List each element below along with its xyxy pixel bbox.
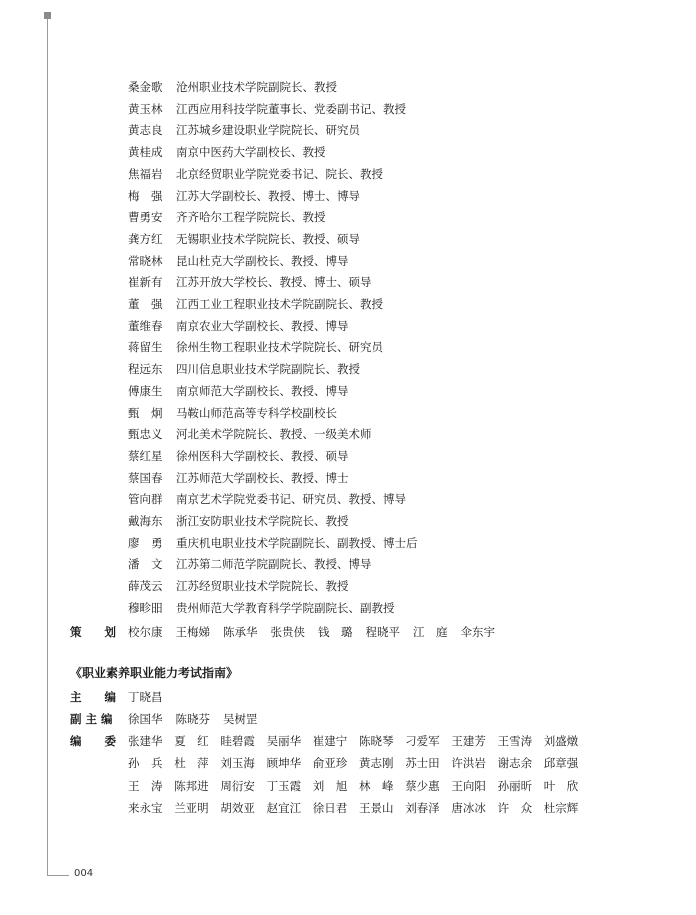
person-name: 王向阳: [451, 778, 486, 793]
member-row: [128, 272, 372, 292]
member-position: 河北美术学院院长、教授、一级美术师: [176, 427, 372, 442]
person-name: 谢志余: [497, 756, 533, 771]
person-name: 孙丽昕: [497, 778, 533, 793]
member-name: 常晓林: [128, 253, 163, 268]
person-name: 许 众: [497, 800, 533, 815]
member-row: [128, 468, 349, 488]
person-name: 崔建宁: [312, 734, 348, 748]
person-name: 刘春泽: [405, 800, 440, 815]
member-position: 江苏第二师范学院副院长、教授、博导: [176, 557, 372, 572]
member-row: [128, 77, 337, 97]
chief-editor-label: 主 编: [70, 690, 116, 704]
member-name: 黄志良: [128, 123, 163, 138]
member-row: [128, 337, 383, 357]
member-row: [128, 598, 395, 618]
member-name: 黄玉林: [128, 101, 163, 116]
member-row: [128, 554, 372, 574]
person-name: 苏士田: [405, 756, 440, 771]
member-name: 蒋留生: [128, 340, 163, 355]
member-row: [128, 489, 406, 509]
member-name: 傅康生: [128, 383, 163, 398]
member-row: [128, 186, 360, 206]
person-name: 胡效亚: [220, 800, 255, 815]
person-name: 江 庭: [413, 625, 448, 639]
person-name: 陈承华: [223, 625, 258, 639]
person-name: 王雪涛: [497, 734, 533, 748]
person-name: 陈晓芬: [175, 712, 210, 726]
member-name: 焦福岩: [128, 166, 163, 181]
member-position: 沧州职业技术学院副院长、教授: [176, 80, 337, 94]
member-position: 贵州师范大学教育科学学院副院长、副教授: [176, 600, 395, 615]
planning-names: [128, 622, 508, 642]
person-name: 许洪岩: [451, 756, 486, 771]
member-row: [128, 99, 406, 119]
member-name: 蔡国春: [128, 470, 163, 485]
member-position: 四川信息职业技术学院副院长、教授: [176, 362, 360, 377]
person-name: 陈晓琴: [359, 734, 394, 748]
margin-rule-vertical: [47, 18, 48, 876]
margin-rule-horizontal: [47, 875, 69, 876]
person-name: 赵宜江: [266, 800, 302, 815]
person-name: 孙 兵: [128, 756, 163, 771]
person-name: 周衍安: [220, 778, 255, 793]
person-name: 徐日君: [312, 800, 348, 815]
member-name: 甄 炯: [128, 405, 163, 420]
member-name: 戴海东: [128, 514, 163, 528]
person-name: 刘 旭: [312, 778, 348, 793]
member-position: 江苏开放大学校长、教授、博士、硕导: [176, 275, 372, 290]
member-position: 马鞍山师范高等专科学校副校长: [176, 405, 337, 420]
book-title: 《职业素养职业能力考试指南》: [70, 666, 239, 680]
person-name: 吴丽华: [266, 734, 302, 748]
member-row: [128, 511, 349, 531]
member-position: 重庆机电职业技术学院副院长、副教授、博士后: [176, 535, 418, 550]
person-name: 伞东宇: [460, 625, 495, 639]
member-name: 曹勇安: [128, 210, 163, 225]
person-name: 叶 欣: [543, 778, 579, 793]
member-name: 甄忠义: [128, 427, 163, 442]
person-name: 刘盛燉: [543, 734, 579, 748]
member-name: 管向群: [128, 492, 163, 507]
member-name: 桑金歌: [128, 80, 163, 94]
member-name: 穆畛昍: [128, 600, 163, 615]
member-position: 南京艺术学院党委书记、研究员、教授、博导: [176, 492, 406, 507]
member-name: 程远东: [128, 362, 163, 377]
person-name: 顾坤华: [266, 756, 302, 771]
member-name: 潘 文: [128, 557, 163, 572]
member-name: 薛茂云: [128, 579, 163, 594]
person-name: 陈邦进: [174, 778, 209, 793]
member-row: [128, 424, 372, 444]
member-row: [128, 533, 418, 553]
member-row: [128, 446, 349, 466]
person-name: 俞亚珍: [312, 756, 348, 771]
member-name: 蔡红星: [128, 448, 163, 463]
member-position: 南京中医药大学副校长、教授: [176, 145, 326, 160]
member-position: 江苏经贸职业技术学院院长、教授: [176, 579, 349, 594]
person-name: 王 涛: [128, 778, 163, 793]
person-name: 夏 红: [174, 734, 209, 748]
member-position: 江苏城乡建设职业学院院长、研究员: [176, 123, 360, 138]
member-row: [128, 229, 360, 249]
chief-editor-names: [128, 687, 176, 707]
person-name: 丁玉霞: [266, 778, 302, 793]
member-position: 江苏师范大学副校长、教授、博士: [176, 470, 349, 485]
member-position: 浙江安防职业技术学院院长、教授: [176, 514, 349, 528]
member-name: 廖 勇: [128, 535, 163, 550]
member-position: 昆山杜克大学副校长、教授、博导: [176, 253, 349, 268]
person-name: 吴树罡: [223, 712, 258, 726]
member-row: [128, 403, 337, 423]
person-name: 徐国华: [128, 712, 163, 726]
member-position: 北京经贸职业学院党委书记、院长、教授: [176, 166, 383, 181]
person-name: 杜 萍: [174, 756, 209, 771]
deputy-editor-label: 副 主 编: [70, 712, 113, 726]
person-name: 唐冰冰: [451, 800, 486, 815]
member-position: 徐州医科大学副校长、教授、硕导: [176, 448, 349, 463]
person-name: 蔡少惠: [405, 778, 440, 793]
person-name: 林 峰: [359, 778, 394, 793]
member-row: [128, 251, 349, 271]
member-row: [128, 294, 383, 314]
person-name: 刘玉海: [220, 756, 255, 771]
member-position: 南京师范大学副校长、教授、博导: [176, 383, 349, 398]
member-name: 黄桂成: [128, 145, 163, 160]
member-name: 董维春: [128, 318, 163, 333]
member-row: [128, 359, 360, 379]
person-name: 王梅娣: [175, 625, 210, 639]
person-name: 来永宝: [128, 800, 163, 815]
member-position: 江西工业工程职业技术学院副院长、教授: [176, 297, 383, 311]
person-name: 眭碧霞: [220, 734, 255, 748]
editorial-board-label: 编 委: [70, 734, 116, 748]
member-row: [128, 381, 349, 401]
member-row: [128, 142, 326, 162]
member-position: 江西应用科技学院董事长、党委副书记、教授: [176, 101, 406, 116]
person-name: 张贵侠: [270, 625, 305, 639]
member-position: 无锡职业技术学院院长、教授、硕导: [176, 231, 360, 246]
person-name: 杜宗辉: [543, 800, 579, 815]
page-number: 004: [74, 868, 94, 879]
person-name: 丁晓昌: [128, 690, 163, 704]
member-position: 徐州生物工程职业技术学院院长、研究员: [176, 340, 383, 355]
member-row: [128, 207, 326, 227]
member-name: 崔新有: [128, 275, 163, 290]
person-name: 黄志刚: [359, 756, 394, 771]
person-name: 校尔康: [128, 625, 163, 639]
member-name: 梅 强: [128, 188, 163, 203]
deputy-editor-names: [128, 709, 271, 729]
member-position: 齐齐哈尔工程学院院长、教授: [176, 210, 326, 225]
person-name: 王建芳: [451, 734, 486, 748]
member-row: [128, 120, 360, 140]
member-row: [128, 164, 383, 184]
person-name: 王景山: [359, 800, 394, 815]
person-name: 兰亚明: [174, 800, 209, 815]
person-name: 程晓平: [365, 625, 400, 639]
person-name: 张建华: [128, 734, 163, 748]
person-name: 刁爱军: [405, 734, 440, 748]
member-position: 南京农业大学副校长、教授、博导: [176, 318, 349, 333]
person-name: 邱章强: [543, 756, 579, 771]
member-position: 江苏大学副校长、教授、博士、博导: [176, 188, 360, 203]
person-name: 钱 璐: [318, 625, 353, 639]
member-name: 龚方红: [128, 231, 163, 246]
member-row: [128, 576, 349, 596]
member-row: [128, 316, 349, 336]
planning-label: 策 划: [70, 625, 116, 639]
member-name: 董 强: [128, 297, 163, 311]
